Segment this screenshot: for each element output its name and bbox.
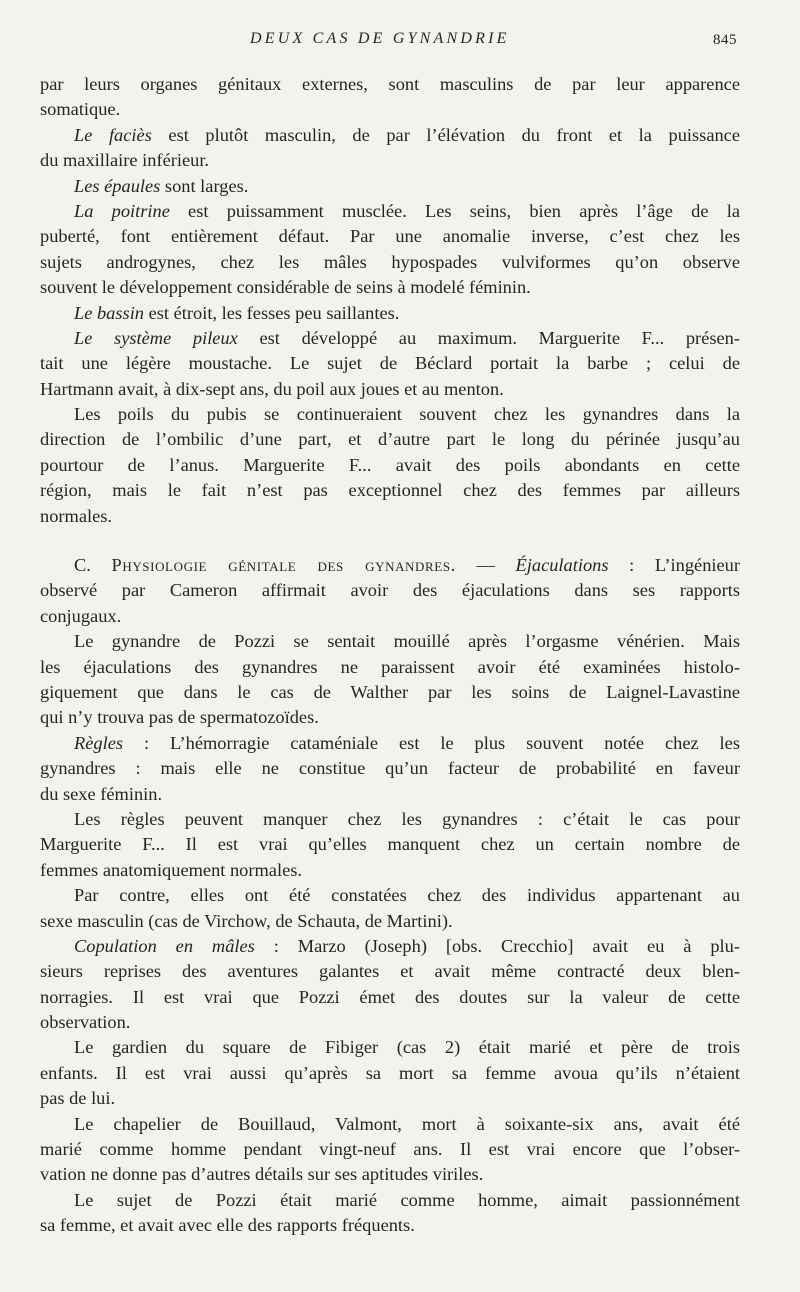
body-text — [40, 72, 740, 1239]
text-line: Le gynandre de Pozzi se sentait mouillé après l’orgasme vénérien. Mais — [74, 631, 740, 652]
text-line: puberté, font entièrement défaut. Par une anomalie inverse, c’est chez les — [40, 226, 740, 247]
text-line: Copulation en mâles : Marzo (Joseph) [obs. Crecchio] avait eu à plu- — [74, 935, 740, 956]
text-line: Le chapelier de Bouillaud, Valmont, mort à soixante-six ans, avait été — [74, 1113, 740, 1134]
text-line: sujets androgynes, chez les mâles hypospades vulviformes qu’on observe — [40, 251, 740, 272]
section-gap — [40, 529, 740, 553]
text-line: normales. — [40, 505, 113, 526]
text-line: Marguerite F... Il est vrai qu’elles manquent chez un certain nombre de — [40, 834, 740, 855]
text-line: qui n’y trouva pas de spermatozoïdes. — [40, 707, 319, 728]
text-line: vation ne donne pas d’autres détails sur ses aptitudes viriles. — [40, 1164, 484, 1185]
text-line: sa femme, et avait avec elle des rapports fréquents. — [40, 1215, 415, 1236]
text-line: direction de l’ombilic d’une part, et d’autre part le long du périnée jusqu’au — [40, 429, 740, 450]
text-line: tait une légère moustache. Le sujet de Béclard portait la barbe ; celui de — [40, 353, 740, 374]
text-line: observation. — [40, 1012, 131, 1033]
text-line: pas de lui. — [40, 1088, 116, 1109]
text-line: gynandres : mais elle ne constitue qu’un facteur de probabilité en faveur — [40, 758, 740, 779]
text-line: Le sujet de Pozzi était marié comme homme, aimait passionnément — [74, 1189, 740, 1210]
text-line: les éjaculations des gynandres ne paraissent avoir été examinées histolo- — [40, 656, 740, 677]
text-line: observé par Cameron affirmait avoir des éjaculations dans ses rapports — [40, 580, 740, 601]
italic-term: Copulation en mâles — [74, 935, 255, 956]
text-line: Hartmann avait, à dix-sept ans, du poil aux joues et au menton. — [40, 378, 504, 399]
text-line: norragies. Il est vrai que Pozzi émet des doutes sur la valeur de cette — [40, 986, 740, 1007]
text-line: femmes anatomiquement normales. — [40, 859, 302, 880]
text-line: du maxillaire inférieur. — [40, 150, 210, 171]
text-line: sieurs reprises des aventures galantes et avait même contracté deux blen- — [40, 961, 740, 982]
section-heading: Physiologie génitale des gynandres. — [111, 555, 456, 576]
text-line: La poitrine est puissamment musclée. Les seins, bien après l’âge de la — [74, 200, 740, 221]
text-line: conjugaux. — [40, 605, 122, 626]
text-line: giquement que dans le cas de Walther par les soins de Laignel-Lavastine — [40, 681, 740, 702]
text-line: Les épaules sont larges. — [74, 175, 249, 196]
page-header — [0, 30, 800, 54]
text-line: enfants. Il est vrai aussi qu’après sa mort sa femme avoua qu’ils n’étaient — [40, 1062, 740, 1083]
text-line: Règles : L’hémorragie cataméniale est le plus souvent notée chez les — [74, 732, 740, 753]
italic-term: La poitrine — [74, 200, 170, 221]
italic-term: Éjaculations — [515, 555, 609, 576]
text-line: somatique. — [40, 99, 121, 120]
text-line: Le système pileux est développé au maximum. Marguerite F... présen- — [74, 327, 740, 348]
italic-term: Les épaules — [74, 175, 161, 196]
italic-term: Règles — [74, 732, 124, 753]
section-heading-line: C. Physiologie génitale des gynandres. — Éjaculations : L’ingénieur — [74, 555, 740, 576]
text-line: pourtour de l’anus. Marguerite F... avait des poils abondants en cette — [40, 454, 740, 475]
text-line: Par contre, elles ont été constatées chez des individus appartenant au — [74, 885, 740, 906]
text-line: souvent le développement considérable de seins à modelé féminin. — [40, 277, 531, 298]
page-number: 845 — [713, 32, 737, 48]
running-title: DEUX CAS DE GYNANDRIE — [250, 30, 510, 47]
text-line: région, mais le fait n’est pas exceptionnel chez des femmes par ailleurs — [40, 480, 740, 501]
italic-term: Le système pileux — [74, 327, 238, 348]
text-line: Les règles peuvent manquer chez les gynandres : c’était le cas pour — [74, 808, 740, 829]
text-line: marié comme homme pendant vingt-neuf ans. Il est vrai encore que l’obser- — [40, 1139, 740, 1160]
text-line: du sexe féminin. — [40, 783, 163, 804]
italic-term: Le faciès — [74, 124, 152, 145]
italic-term: Le bassin — [74, 302, 144, 323]
text-line: Le gardien du square de Fibiger (cas 2) était marié et père de trois — [74, 1037, 740, 1058]
text-line: par leurs organes génitaux externes, sont masculins de par leur apparence — [40, 74, 740, 94]
text-line: Le faciès est plutôt masculin, de par l’élévation du front et la puissance — [74, 124, 740, 145]
text-line: sexe masculin (cas de Virchow, de Schauta, de Martini). — [40, 910, 453, 931]
text-line: Le bassin est étroit, les fesses peu saillantes. — [74, 302, 400, 323]
text-line: Les poils du pubis se continueraient souvent chez les gynandres dans la — [74, 404, 740, 425]
